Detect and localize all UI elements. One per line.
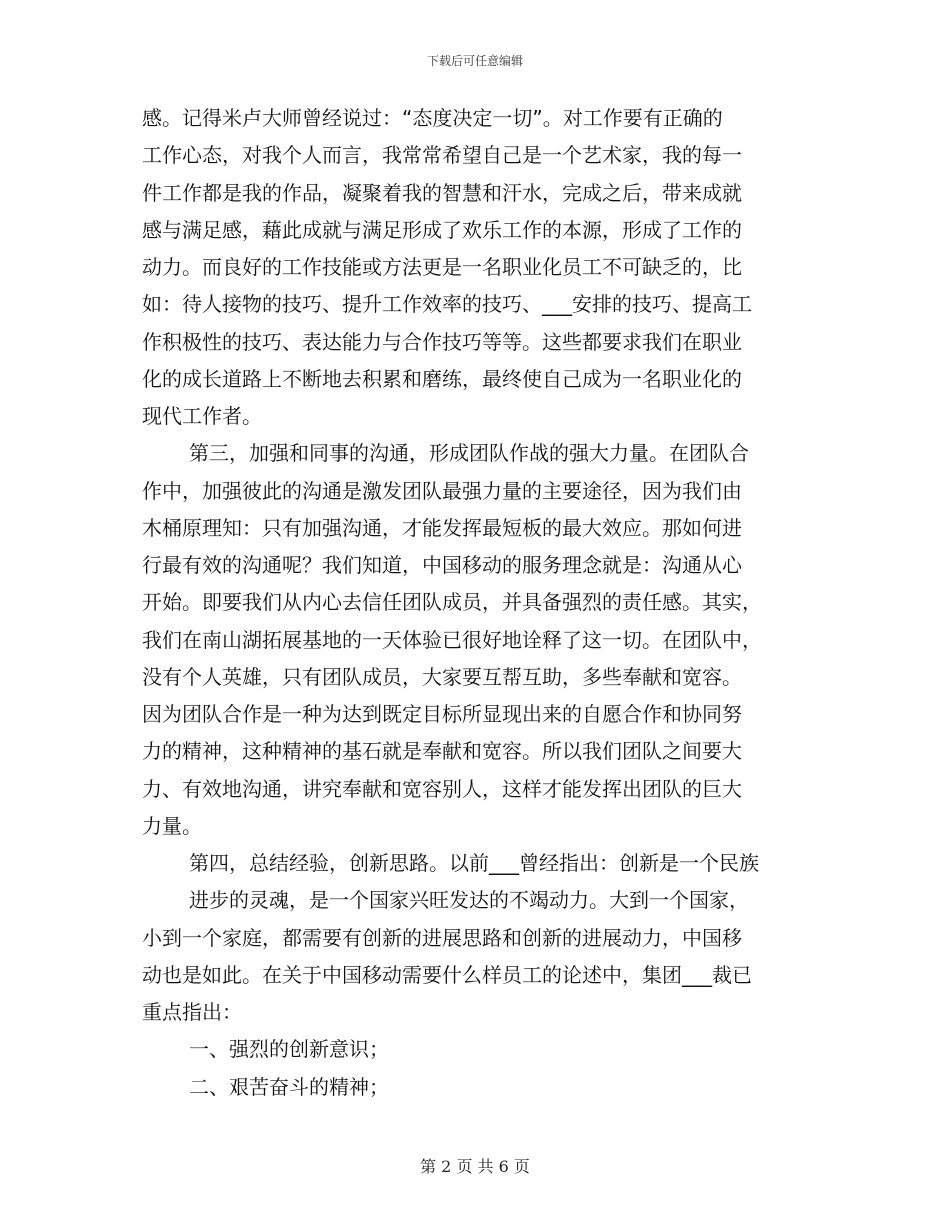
body-line: 工作心态，对我个人而言，我常常希望自己是一个艺术家，我的每一 (142, 143, 742, 168)
body-line: 行最有效的沟通呢？我们知道，中国移动的服务理念就是：沟通从心 (142, 553, 742, 577)
body-line: 现代工作者。 (142, 404, 262, 428)
body-line: 没有个人英雄，只有团队成员，大家要互帮互助，多些奉献和宽容。 (142, 664, 742, 689)
body-line: 化的成长道路上不断地去积累和磨练，最终使自己成为一名职业化的 (142, 366, 742, 391)
body-line: 动也是如此。在关于中国移动需要什么样员工的论述中，集团___裁已 (142, 962, 752, 987)
page-header: 下载后可任意编辑 (426, 54, 523, 68)
body-line: 件工作都是我的作品，凝聚着我的智慧和汗水，完成之后，带来成就 (142, 180, 742, 205)
body-line: 如：待人接物的技巧、提升工作效率的技巧、___安排的技巧、提高工 (142, 292, 752, 317)
body-line: 作中，加强彼此的沟通是激发团队最强力量的主要途径，因为我们由 (142, 478, 742, 503)
body-line: 力、有效地沟通，讲究奉献和宽容别人，这样才能发挥出团队的巨大 (142, 776, 742, 801)
body-line: 开始。即要我们从内心去信任团队成员，并具备强烈的责任感。其实， (142, 590, 762, 615)
body-line: 进步的灵魂，是一个国家兴旺发达的不竭动力。大到一个国家， (189, 888, 749, 913)
body-line: 力的精神，这种精神的基石就是奉献和宽容。所以我们团队之间要大 (142, 739, 742, 764)
body-line: 第三，加强和同事的沟通，形成团队作战的强大力量。在团队合 (189, 441, 749, 466)
body-line: 力量。 (142, 813, 202, 838)
body-line: 动力。而良好的工作技能或方法更是一名职业化员工不可缺乏的，比 (142, 255, 742, 279)
body-line: 一、强烈的创新意识； (189, 1037, 389, 1062)
body-line: 第四，总结经验，创新思路。以前___曾经指出：创新是一个民族 (189, 851, 759, 875)
body-line: 因为团队合作是一种为达到既定目标所显现出来的自愿合作和协同努 (142, 702, 742, 726)
body-line: 重点指出： (142, 1000, 242, 1024)
body-line: 我们在南山湖拓展基地的一天体验已很好地诠释了这一切。在团队中， (142, 627, 762, 652)
page-footer: 第 2 页 共 6 页 (420, 1157, 530, 1176)
body-line: 二、艰苦奋斗的精神； (189, 1074, 389, 1099)
body-line: 作积极性的技巧、表达能力与合作技巧等等。这些都要求我们在职业 (142, 329, 742, 354)
body-line: 木桶原理知：只有加强沟通，才能发挥最短板的最大效应。那如何进 (142, 515, 742, 540)
body-line: 感与满足感，藉此成就与满足形成了欢乐工作的本源，形成了工作的 (142, 217, 742, 242)
body-line: 感。记得米卢大师曾经说过：“态度决定一切”。对工作要有正确的 (142, 106, 723, 130)
body-line: 小到一个家庭，都需要有创新的进展思路和创新的进展动力，中国移 (142, 925, 742, 950)
